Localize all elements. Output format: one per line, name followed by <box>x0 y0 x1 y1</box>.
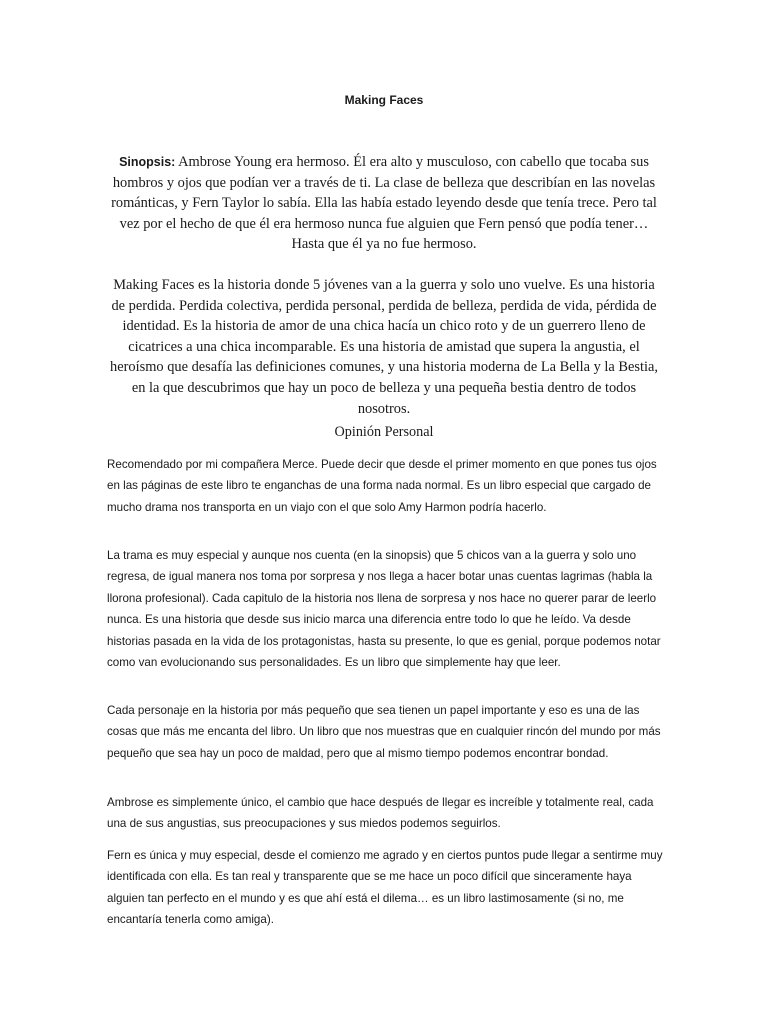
opinion-paragraph-3 <box>107 700 667 764</box>
opinion-text: Recomendado por mi compañera Merce. Puede decir que desde el primer momento en que pones tus ojos en las páginas de este libro te enganchas de una forma nada normal. Es un libro especial que cargado de mucho drama nos transporta en un viajo con el que solo Amy Harmon podría hacerlo. <box>107 458 657 514</box>
synopsis-block <box>105 152 663 255</box>
opinion-text: Fern es única y muy especial, desde el comienzo me agrado y en ciertos puntos pude llegar a sentirme muy identificada con ella. Es tan real y transparente que se me hace un poco difícil que sinceramente haya alguien tan perfecto en el mundo y es que ahí está el dilema… es un libro lastimosamente (si no, me encantaría tenerla como amiga). <box>107 849 663 927</box>
opinion-heading: Opinión Personal <box>334 424 434 440</box>
opinion-paragraph-5 <box>107 845 667 931</box>
document-title: Making Faces <box>344 93 424 107</box>
opinion-paragraph-4 <box>107 792 667 835</box>
description-paragraph: Making Faces es la historia donde 5 jóvenes van a la guerra y solo uno vuelve. Es una historia de perdida. Perdida colectiva, perdida personal, perdida de belleza, perdida de vida, pérdida de identidad. Es la historia de amor de una chica hacía un chico roto y de un guerrero lleno de cicatrices a una chica incomparable. Es una historia de amistad que supera la angustia, el heroísmo que desafía las definiciones comunes, y una historia moderna de La Bella y la Bestia, en la que descubrimos que hay un poco de belleza y una pequeña bestia dentro de todos nosotros. <box>110 277 658 417</box>
opinion-text: Ambrose es simplemente único, el cambio que hace después de llegar es increíble y totalmente real, cada una de sus angustias, sus preocupaciones y sus miedos podemos seguirlos. <box>107 796 654 831</box>
synopsis-paragraph <box>105 152 663 255</box>
opinion-paragraph-1 <box>107 454 667 518</box>
description-block <box>105 275 663 419</box>
opinion-text: Cada personaje en la historia por más pequeño que sea tienen un papel importante y eso es una de las cosas que más me encanta del libro. Un libro que nos muestras que en cualquier rincón del mundo por más pequeño que sea hay un poco de maldad, pero que al mismo tiempo podemos encontrar bondad. <box>107 704 661 760</box>
synopsis-text: Ambrose Young era hermoso. Él era alto y musculoso, con cabello que tocaba sus hombros y ojos que podían ver a través de ti. La clase de belleza que describían en las novelas románticas, y Fern Taylor lo sabía. Ella las había estado leyendo desde que tenía trece. Pero tal vez por el hecho de que él era hermoso nunca fue alguien que Fern pensó que podía tener…Hasta que él ya no fue hermoso. <box>111 154 657 253</box>
opinion-text: La trama es muy especial y aunque nos cuenta (en la sinopsis) que 5 chicos van a la guerra y solo uno regresa, de igual manera nos toma por sorpresa y nos llega a hacer botar unas cuentas lagrimas (habla la llorona profesional). Cada capitulo de la historia nos llena de sorpresa y nos hace no querer parar de leerlo nunca. Es una historia que desde sus inicio marca una diferencia entre todo lo que he leído. Va desde historias pasada en la vida de los protagonistas, hasta su presente, lo que es genial, porque podemos notar como van evolucionando sus personalidades. Es un libro que simplemente hay que leer. <box>107 549 661 670</box>
synopsis-label: Sinopsis: <box>119 155 176 169</box>
opinion-paragraph-2 <box>107 545 667 673</box>
